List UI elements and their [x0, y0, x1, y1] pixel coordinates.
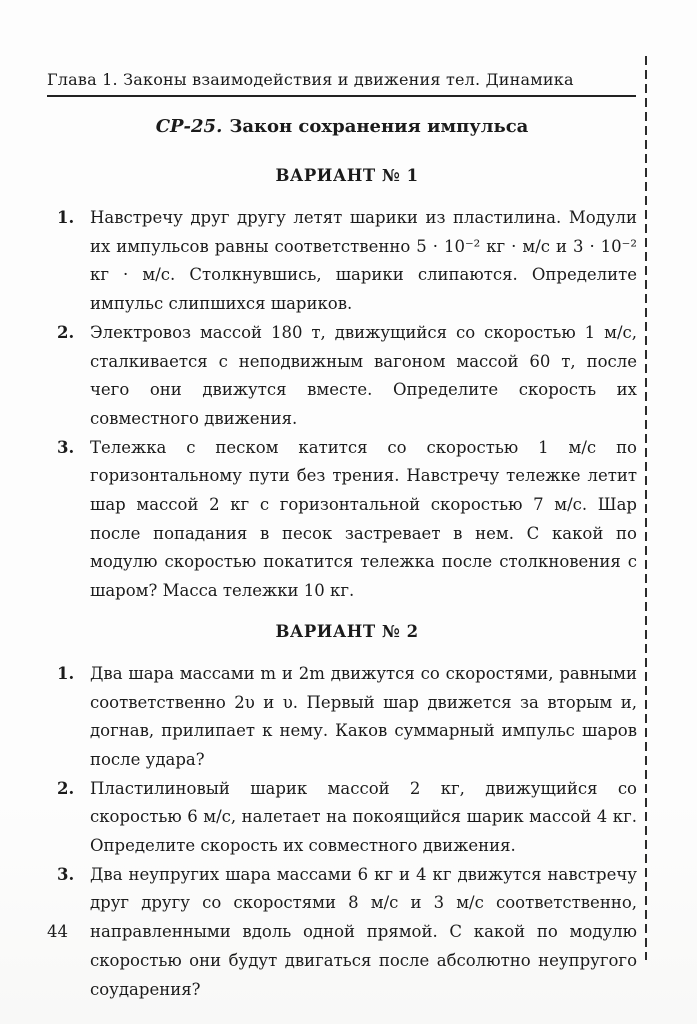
- variant-1-heading: ВАРИАНТ № 1: [275, 166, 419, 185]
- problem-number: 1.: [57, 663, 75, 683]
- problem-text: Два шара массами m и 2m движутся со скоростями, равными соответственно 2υ и υ. Первый шар движется за вторым и, догнав, прилипает к нему. Каков суммарный импульс шаров после удара?: [90, 663, 637, 769]
- problem-v1-2: [57, 319, 637, 434]
- header-rule: [47, 95, 636, 97]
- chapter-header: Глава 1. Законы взаимодействия и движения тел. Динамика: [47, 70, 574, 89]
- variant-1-problem-list: [57, 204, 637, 606]
- problem-number: 3.: [57, 437, 75, 457]
- problem-number: 2.: [57, 322, 75, 342]
- problem-text: Электровоз массой 180 т, движущийся со скоростью 1 м/с, сталкивается с неподвижным вагоном массой 60 т, после чего они движутся вместе. Определите скорость их совместного движения.: [90, 322, 637, 428]
- worksheet-title-text: Закон сохранения импульса: [229, 116, 529, 137]
- variant-2-heading: ВАРИАНТ № 2: [275, 621, 419, 641]
- problem-number: 1.: [57, 208, 75, 227]
- problem-text: Два неупругих шара массами 6 кг и 4 кг движутся навстречу друг другу со скоростями 8 м/с и 3 м/с соответственно, направленными вдоль одной прямой. С какой по модулю скоростью они будут двигаться после абсолютно неупругого соударения?: [90, 864, 637, 999]
- problem-text: Пластилиновый шарик массой 2 кг, движущийся со скоростью 6 м/с, налетает на покоящийся шарик массой 4 кг. Определите скорость их совместного движения.: [90, 778, 637, 856]
- problem-number: 3.: [57, 864, 75, 884]
- page-content: [57, 166, 637, 1004]
- problem-v1-1: [57, 204, 637, 319]
- variant-2-problem-list: [57, 660, 637, 1004]
- worksheet-title: [47, 116, 637, 137]
- page-margin-dashed-line: [645, 56, 647, 960]
- page-number: 44: [47, 922, 68, 941]
- problem-v2-1: [57, 660, 637, 775]
- problem-text: Навстречу друг другу летят шарики из пластилина. Модули их импульсов равны соответственно 5 · 10⁻² кг · м/с и 3 · 10⁻² кг · м/с. Столкнувшись, шарики слипаются. Определите импульс слипшихся шариков.: [90, 208, 637, 314]
- worksheet-title-code: СР-25.: [155, 116, 223, 137]
- problem-v2-3: [57, 861, 637, 1005]
- problem-v1-3: [57, 434, 637, 606]
- problem-v2-2: [57, 775, 637, 861]
- problem-text: Тележка с песком катится со скоростью 1 м/с по горизонтальному пути без трения. Навстречу тележке летит шар массой 2 кг с горизонтальной скоростью 7 м/с. Шар после попадания в песок застревает в нем. С какой по модулю скоростью покатится тележка после столкновения с шаром? Масса тележки 10 кг.: [90, 437, 637, 601]
- problem-number: 2.: [57, 778, 75, 798]
